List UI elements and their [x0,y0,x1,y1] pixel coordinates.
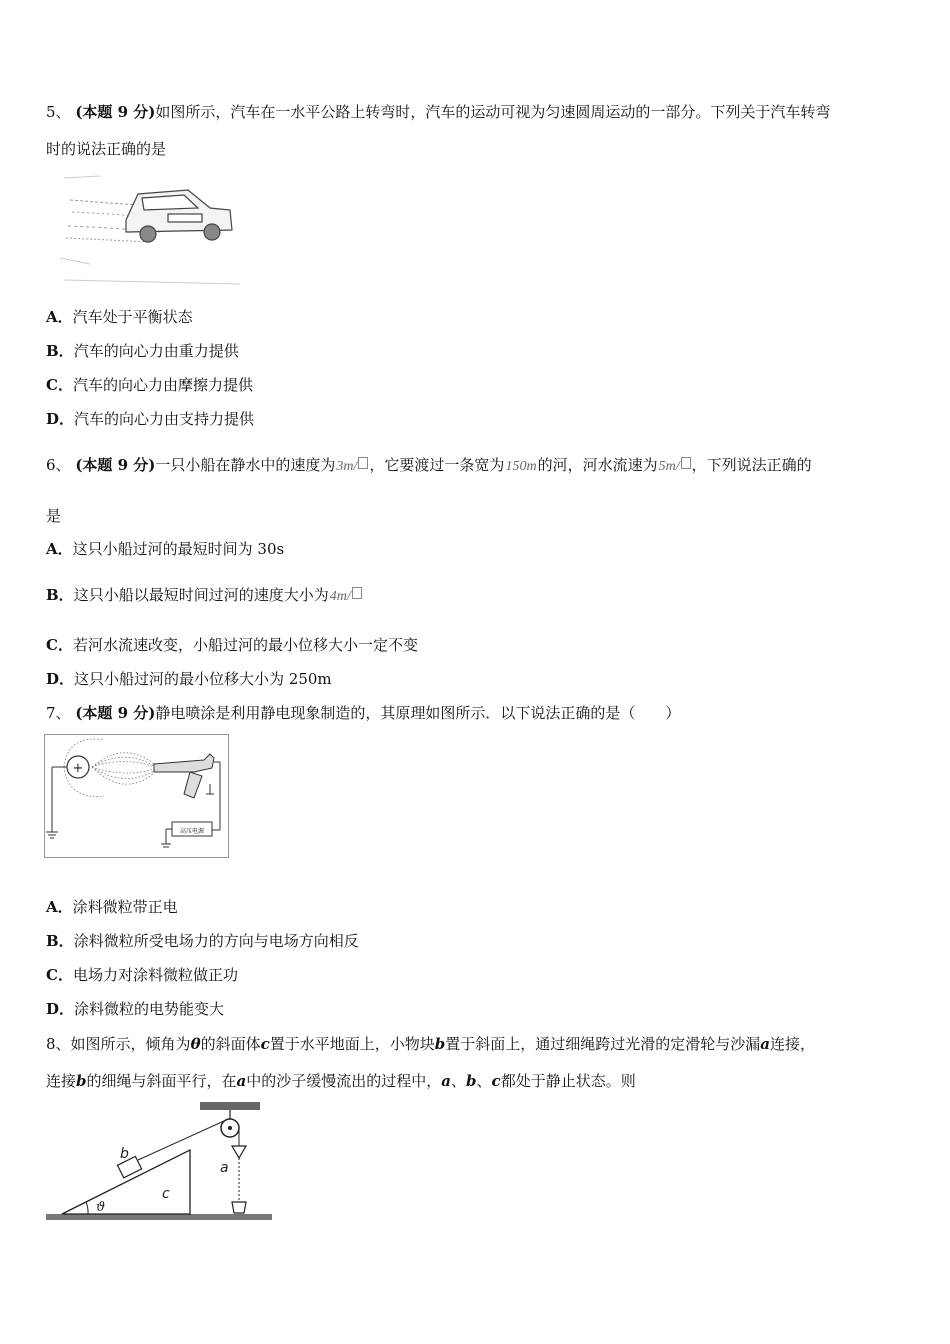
theta-label: ϑ [96,1200,106,1215]
q8-seg: 置于水平地面上，小物块 [269,1035,435,1053]
option-letter: B． [46,342,74,360]
q6-number: 6、 [46,456,71,474]
q7-option-d [46,999,224,1019]
option-text: 涂料微粒带正电 [72,898,178,916]
option-text: 汽车的向心力由重力提供 [73,342,239,360]
missing-glyph-box [352,587,362,599]
q8-seg: 连接 [46,1072,77,1090]
q8-var-a: a [236,1072,247,1090]
q8-theta: θ [190,1035,201,1053]
q6-seg-4: ，下列说法正确的 [691,456,812,474]
missing-glyph-box [681,457,691,469]
missing-glyph-box [358,457,368,469]
plus-sign: + [72,761,84,776]
q6-river-width: 150m [505,459,537,474]
q8-seg: 如图所示，倾角为 [70,1035,191,1053]
q6-option-b-speed-value: 4m/ [329,589,351,604]
q6-seg-3: 的河，河水流速为 [537,456,658,474]
option-letter: B． [46,586,74,604]
q5-option-b [46,341,239,361]
option-text: 这只小船过河的最短时间为 30s [72,540,285,558]
option-letter: C． [46,376,73,394]
q5-tag: (本题 9 分) [75,103,156,121]
q7-stem: 静电喷涂是利用静电现象制造的，其原理如图所示．以下说法正确的是（ ） [155,704,681,722]
q8-seg: 、 [476,1072,492,1090]
option-letter: D． [46,1000,75,1018]
incline-pulley-diagram [44,1098,276,1228]
q8-var-a: a [760,1035,770,1053]
q8-var-b: b [466,1072,477,1090]
option-letter: C． [46,966,73,984]
q6-boat-speed [335,459,369,474]
q5-number: 5、 [46,103,71,121]
ceiling [200,1102,260,1110]
option-text: 涂料微粒的电势能变大 [74,1000,225,1018]
option-letter: D． [46,670,75,688]
sand-funnel-a [232,1146,246,1158]
q7-line-1 [46,703,680,723]
option-text: 这只小船过河的最小位移大小为 250m [74,670,332,688]
option-letter: B． [46,932,74,950]
q5-option-c [46,375,253,395]
q8-var-b: b [434,1035,446,1053]
q7-number: 7、 [46,704,71,722]
q6-seg-1: 一只小船在静水中的速度为 [155,456,336,474]
q8-number: 8、 [46,1035,71,1053]
option-text: 电场力对涂料微粒做正功 [72,966,238,984]
option-text: 若河水流速改变，小船过河的最小位移大小一定不变 [72,636,418,654]
q5-option-a [46,307,193,327]
option-text: 汽车的向心力由支持力提供 [74,410,255,428]
q6-option-d [46,669,332,689]
q6-stem-2: 是 [46,507,62,525]
option-text: 汽车的向心力由摩擦力提供 [72,376,253,394]
q8-line-1 [46,1034,815,1054]
q8-var-b: b [76,1072,87,1090]
q6-water-speed-value: 5m/ [658,459,680,474]
q5-line-1 [46,102,830,122]
q8-seg: 、 [451,1072,467,1090]
q7-spray-figure [44,734,230,864]
option-text: 涂料微粒所受电场力的方向与电场方向相反 [73,932,359,950]
q8-incline-figure [44,1098,276,1232]
q5-stem-2: 时的说法正确的是 [46,140,167,158]
option-text: 汽车处于平衡状态 [72,308,193,326]
q5-option-d [46,409,254,429]
q6-line-1 [46,455,812,477]
q6-boat-speed-value: 3m/ [336,459,358,474]
power-supply-label: 高压电源 [179,828,205,835]
q7-tag: (本题 9 分) [75,704,156,722]
option-letter: A． [46,308,73,326]
q8-seg: 中的沙子缓慢流出的过程中， [246,1072,442,1090]
q6-option-b-speed [329,589,363,604]
q8-seg: 的细绳与斜面平行，在 [86,1072,237,1090]
q6-option-c [46,635,418,655]
option-letter: A． [46,898,73,916]
q8-seg: 连接， [770,1035,816,1053]
q7-option-c [46,965,238,985]
q8-var-c: c [491,1072,501,1090]
car-turning-illustration [60,168,250,290]
c-label: c [162,1186,170,1202]
electrostatic-spray-diagram [44,734,230,860]
b-label: b [120,1146,129,1162]
q8-seg: 的斜面体 [200,1035,261,1053]
q8-seg: 都处于静止状态。则 [500,1072,636,1090]
q8-var-c: c [260,1035,270,1053]
option-text: 这只小船以最短时间过河的速度大小为 [73,586,329,604]
q7-option-b [46,931,359,951]
q6-water-speed [658,459,692,474]
q5-car-figure [60,168,250,294]
q6-option-b [46,585,363,607]
q8-seg: 置于斜面上，通过细绳跨过光滑的定滑轮与沙漏 [445,1035,761,1053]
option-letter: C． [46,636,73,654]
q6-tag: (本题 9 分) [75,456,156,474]
a-label: a [220,1160,229,1176]
option-letter: A． [46,540,73,558]
ground [46,1214,272,1220]
q7-option-a [46,897,178,917]
q6-seg-2: ，它要渡过一条宽为 [369,456,505,474]
cup [232,1202,246,1213]
q8-var-a: a [441,1072,452,1090]
option-letter: D． [46,410,75,428]
q5-stem-1: 如图所示，汽车在一水平公路上转弯时，汽车的运动可视为匀速圆周运动的一部分。下列关于汽车转弯 [155,103,831,121]
q6-option-a [46,539,284,559]
q8-line-2 [46,1071,636,1091]
